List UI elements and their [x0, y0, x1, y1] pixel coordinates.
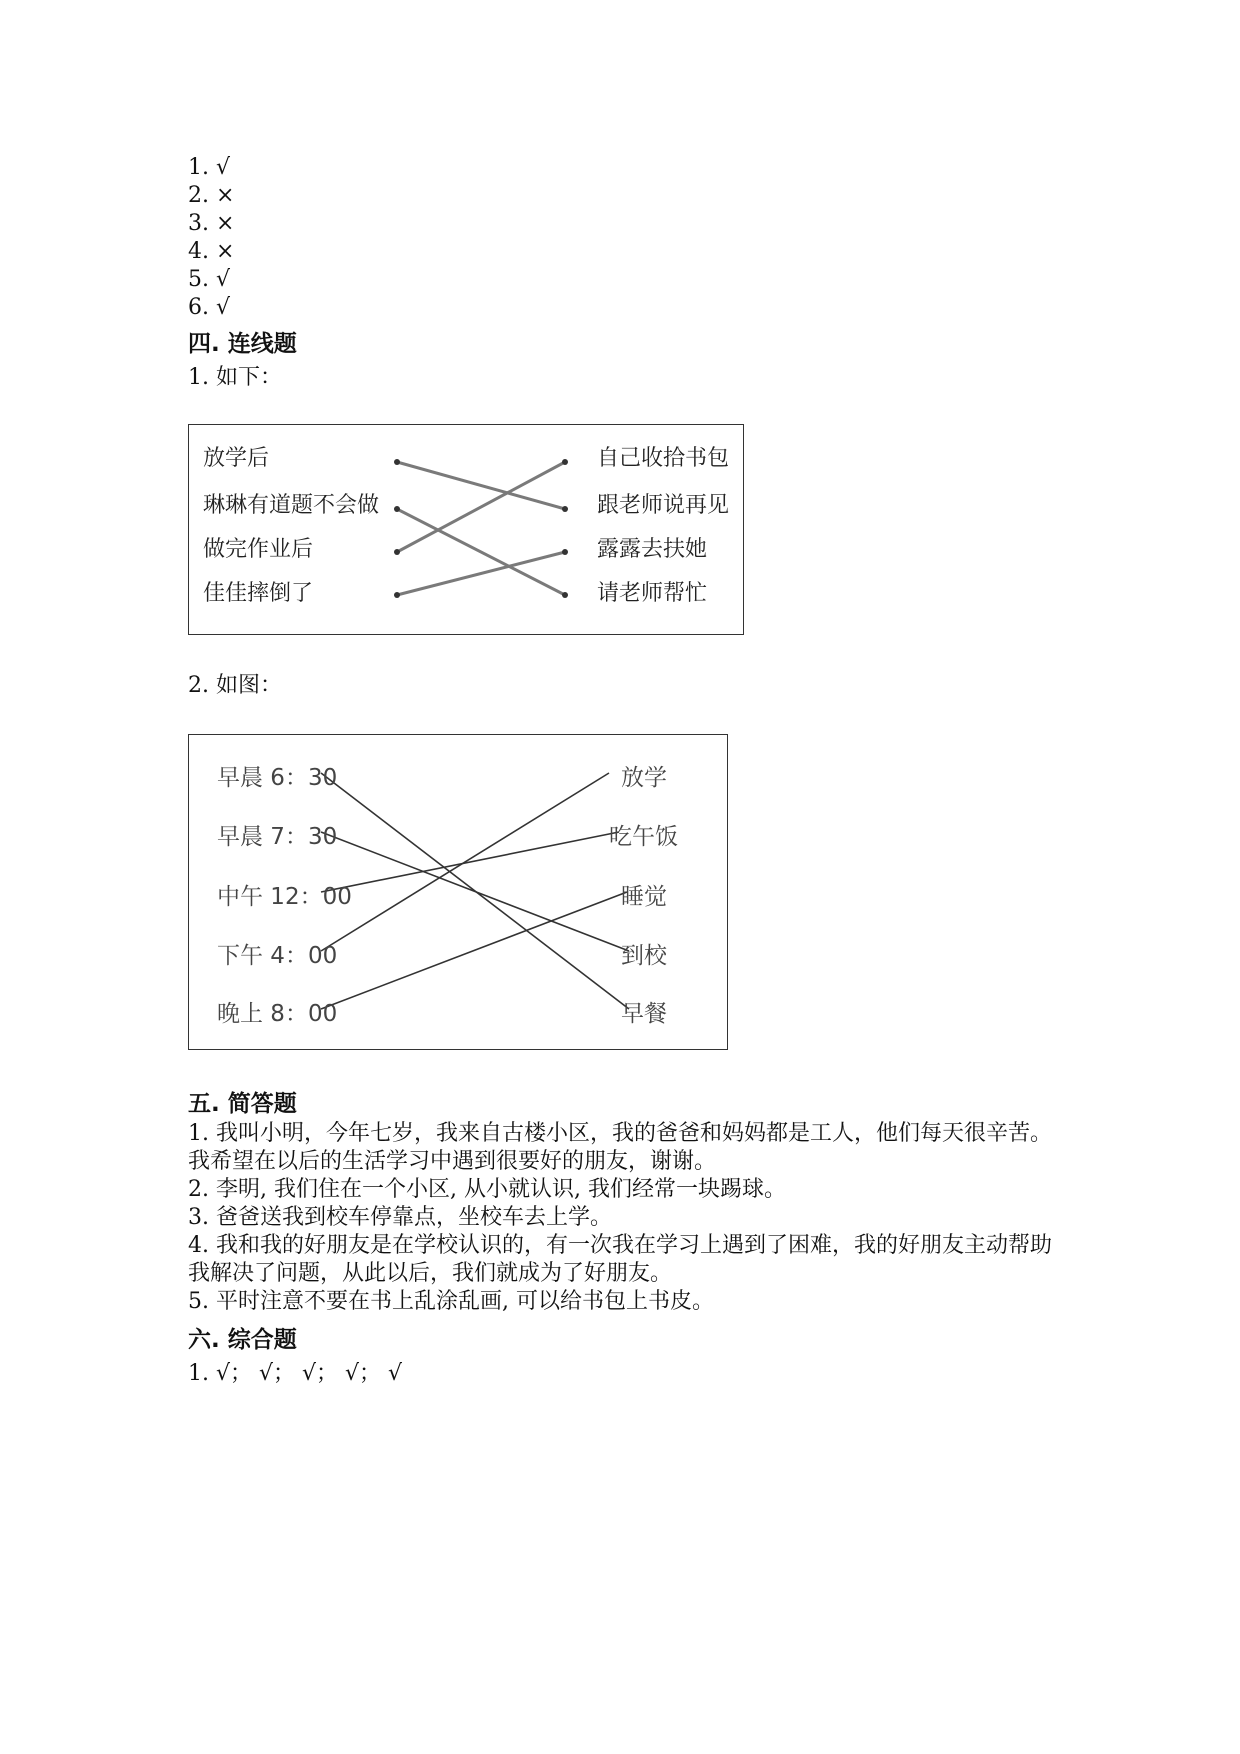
section-6-title: 六. 综合题 [188, 1327, 297, 1353]
connector-line [397, 552, 565, 595]
activity-item-5: 早餐 [621, 1001, 667, 1027]
activity-item-2: 吃午饭 [609, 824, 678, 850]
right-item-2: 跟老师说再见 [597, 493, 730, 518]
time-item-1: 早晨 6：30 [217, 765, 338, 791]
short-answer-3: 3. 爸爸送我到校车停靠点，坐校车去上学。 [188, 1205, 612, 1230]
right-item-4: 请老师帮忙 [597, 581, 708, 606]
activity-item-3: 睡觉 [621, 884, 667, 910]
matching-diagram-1 [188, 424, 744, 635]
right-dot [562, 549, 568, 555]
time-item-4: 下午 4：00 [217, 943, 338, 969]
section-4-q1-label: 1. 如下： [188, 365, 282, 390]
judgement-answer-2: 2. × [188, 183, 235, 208]
left-dot [394, 549, 400, 555]
time-item-3: 中午 12：00 [217, 884, 352, 910]
short-answer-1: 1. 我叫小明，今年七岁，我来自古楼小区，我的爸爸和妈妈都是工人，他们每天很辛苦。我希望在以后的生活学习中遇到很要好的朋友，谢谢。 [188, 1121, 1052, 1174]
connector-line [321, 832, 629, 951]
left-item-1: 放学后 [203, 446, 270, 471]
left-dot [394, 506, 400, 512]
activity-item-4: 到校 [621, 943, 667, 969]
connector-line [321, 892, 627, 1009]
connector-line [397, 462, 565, 509]
judgement-answer-4: 4. × [188, 239, 235, 264]
short-answer-2: 2. 李明, 我们住在一个小区, 从小就认识, 我们经常一块踢球。 [188, 1177, 786, 1202]
comprehensive-answer-1: 1. √； √； √； √； √ [188, 1361, 403, 1386]
activity-item-1: 放学 [621, 765, 667, 791]
connector-line [397, 509, 565, 595]
section-4-q2-label: 2. 如图： [188, 673, 282, 698]
short-answer-5: 5. 平时注意不要在书上乱涂乱画, 可以给书包上书皮。 [188, 1289, 714, 1314]
judgement-answer-5: 5. √ [188, 267, 231, 292]
time-item-5: 晚上 8：00 [217, 1001, 338, 1027]
left-item-2: 琳琳有道题不会做 [203, 493, 380, 518]
short-answer-4: 4. 我和我的好朋友是在学校认识的，有一次我在学习上遇到了困难，我的好朋友主动帮助我解决了问题，从此以后，我们就成为了好朋友。 [188, 1233, 1052, 1286]
connector-line [321, 832, 619, 892]
judgement-answer-6: 6. √ [188, 295, 231, 320]
matching-diagram-2 [188, 734, 728, 1050]
left-item-3: 做完作业后 [203, 537, 314, 562]
left-dot [394, 459, 400, 465]
left-dot [394, 592, 400, 598]
judgement-answer-1: 1. √ [188, 155, 231, 180]
time-item-2: 早晨 7：30 [217, 824, 338, 850]
connector-line [397, 462, 565, 552]
right-dot [562, 506, 568, 512]
connector-line [321, 773, 609, 951]
right-dot [562, 592, 568, 598]
right-item-1: 自己收拾书包 [597, 446, 730, 471]
right-item-3: 露露去扶她 [597, 537, 708, 562]
left-item-4: 佳佳摔倒了 [203, 581, 314, 606]
section-4-title: 四. 连线题 [188, 331, 297, 357]
section-5-title: 五. 简答题 [188, 1091, 297, 1117]
right-dot [562, 459, 568, 465]
judgement-answer-3: 3. × [188, 211, 235, 236]
